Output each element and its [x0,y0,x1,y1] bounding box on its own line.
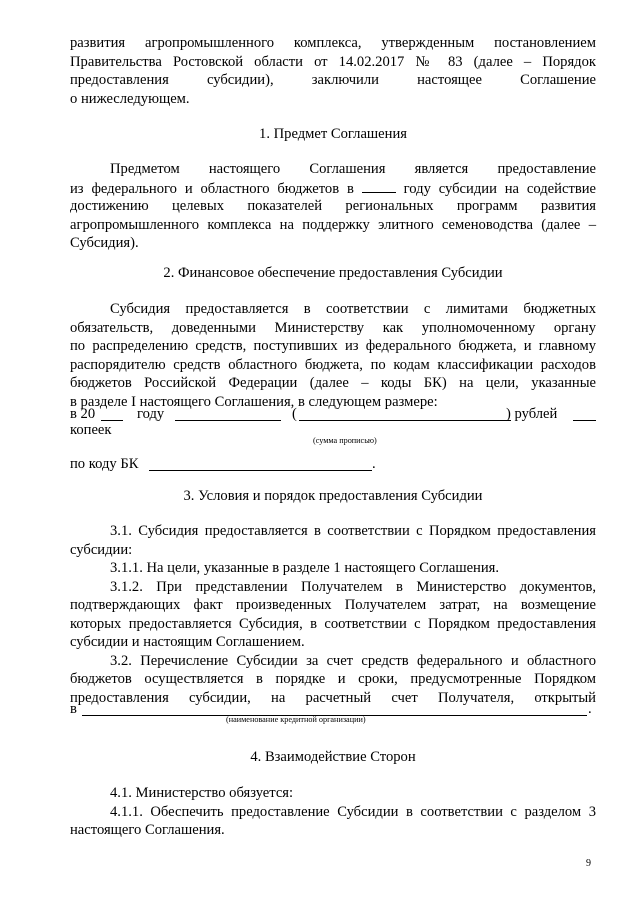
s3-p12-line-4: субсидии и настоящим Соглашением. [70,634,305,650]
intro-line-1: развития агропромышленного комплекса, утвержденным постановлением [70,35,596,51]
s1-line-1: Предметом настоящего Соглашения является предоставление [110,161,596,177]
s1-line-2-end: году субсидии на содействие [403,180,597,197]
bank-prefix: в [70,701,77,717]
s3-p1-line-2: субсидии: [70,541,133,558]
year-blank [362,179,396,193]
s4-p11-line-2: настоящего Соглашения. [70,822,225,838]
s1-line-5: Субсидия). [70,235,139,251]
s3-p2-line-1: 3.2. Перечисление Субсидии за счет средств федерального и областного [110,652,596,669]
kbk-end: . [372,456,376,472]
intro-line-4: о нижеследующем. [70,90,190,107]
bank-caption: (наименование кредитной организации) [226,715,366,724]
s3-p12-line-1: 3.1.2. При представлении Получателем в Министерство документов, [110,578,596,595]
kbk-label: по коду БК [70,456,139,472]
kbk-blank [149,470,372,471]
amount-rubles: ) рублей [506,406,558,422]
intro-line-3: предоставления субсидии), заключили настоящее Соглашение [70,72,596,88]
section-1-title: 1. Предмет Соглашения [259,126,407,142]
kbk-line [70,455,596,474]
s2-line-1: Субсидия предоставляется в соответствии с лимитами бюджетных [110,301,596,317]
section-3-title: 3. Условия и порядок предоставления Субсидии [183,488,483,504]
s2-line-4: распорядителю средств областного бюджета, по кодам классификации расходов [70,356,596,373]
s4-p11-line-1: 4.1.1. Обеспечить предоставление Субсидии в соответствии с разделом 3 [110,803,596,820]
s1-line-2 [70,179,596,199]
amount-words-caption: (сумма прописью) [313,436,377,445]
s3-p12-line-2: подтверждающих факт произведенных Получателем затрат, на возмещение [70,597,596,613]
s2-line-5: бюджетов Российской Федерации (далее – коды БК) на цели, указанные [70,375,596,391]
bank-end: . [588,701,592,717]
s4-p1: 4.1. Министерство обязуется: [110,785,294,801]
section-4-title: 4. Взаимодействие Сторон [250,749,416,765]
section-2-title: 2. Финансовое обеспечение предоставления Субсидии [163,265,503,281]
s2-line-3: по распределению средств, поступивших из федерального бюджета, и главному [70,338,596,354]
page-number: 9 [586,858,591,869]
kopecks-word: копеек [70,422,112,438]
s3-p2-line-3: предоставления субсидии, на расчетный счет Получателя, открытый [70,689,596,706]
s3-p2-line-2: бюджетов осуществляется в порядке и сроки, предусмотренные Порядком [70,671,596,687]
s2-line-6: в разделе I настоящего Соглашения, в следующем размере: [70,393,438,410]
s3-p11: 3.1.1. На цели, указанные в разделе 1 настоящего Соглашения. [110,560,500,576]
s1-line-3: достижению целевых показателей региональных программ развития [70,198,596,214]
s3-p1-line-1: 3.1. Субсидия предоставляется в соответствии с Порядком предоставления [110,523,596,539]
amount-year-word: году [137,406,165,422]
s3-p12-line-3: которых предоставляется Субсидия, в соответствии с Порядком предоставления [70,615,596,632]
intro-line-2: Правительства Ростовской области от 14.02.2017 № 83 (далее – Порядок [70,53,596,70]
s1-line-2-start: из федерального и областного бюджетов в [70,180,354,197]
s1-line-4: агропромышленного комплекса на поддержку элитного семеноводства (далее – [70,216,596,233]
amount-year-prefix: в 20 [70,406,96,422]
s2-line-2: обязательств, доведенными Министерству как уполномоченному органу [70,319,596,336]
amount-open-paren: ( [292,406,297,422]
